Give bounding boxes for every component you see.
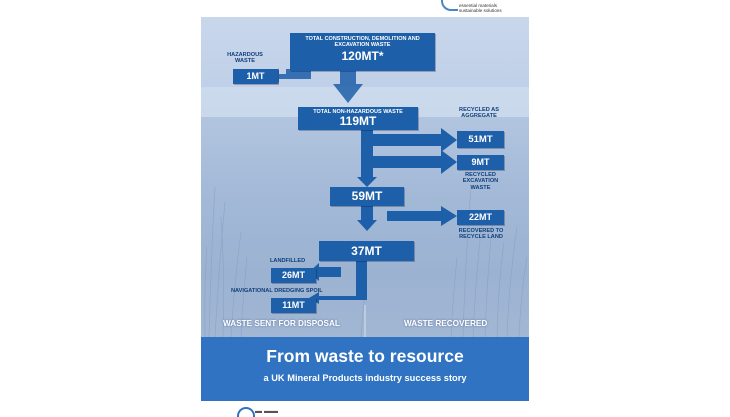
recycled-excavation-label: RECYCLED EXCAVATION WASTE bbox=[462, 172, 499, 191]
waste-sent-for-disposal-label: WASTE SENT FOR DISPOSAL bbox=[223, 319, 340, 328]
recycled-excavation-box bbox=[457, 155, 504, 170]
banner-title: From waste to resource bbox=[266, 346, 464, 366]
hazardous-value: 1MT bbox=[246, 71, 265, 81]
non-hazardous-box bbox=[298, 107, 418, 130]
remaining-59-box bbox=[330, 187, 404, 206]
remaining-59-value: 59MT bbox=[351, 189, 383, 203]
dredging-value: 11MT bbox=[282, 300, 305, 310]
logo-tagline-2: sustainable solutions bbox=[459, 8, 502, 13]
bottom-logo bbox=[237, 405, 337, 417]
poster bbox=[201, 0, 529, 417]
recovered-land-box bbox=[457, 210, 504, 225]
arrow-to-aggregate bbox=[373, 128, 457, 152]
arrow-to-recovered-land bbox=[387, 206, 457, 226]
recycled-aggregate-label: RECYCLED AS AGGREGATE bbox=[459, 107, 499, 120]
dredging-label: NAVIGATIONAL DREDGING SPOIL bbox=[231, 288, 323, 294]
banner-subtitle: a UK Mineral Products industry success story bbox=[263, 373, 467, 383]
recycled-aggregate-value: 51MT bbox=[468, 134, 493, 145]
dredging-box bbox=[271, 298, 316, 313]
remaining-37-box bbox=[319, 241, 414, 261]
total-waste-label: TOTAL CONSTRUCTION, DEMOLITION AND EXCAVATION WASTE bbox=[305, 36, 420, 48]
landfilled-box bbox=[271, 268, 316, 283]
recycled-aggregate-box bbox=[457, 131, 504, 148]
recycled-excavation-value: 9MT bbox=[471, 157, 490, 167]
hazardous-box bbox=[233, 69, 278, 84]
non-hazardous-label: TOTAL NON-HAZARDOUS WASTE bbox=[313, 109, 403, 115]
bottom-logo-text: ▬ ▬▬ bbox=[255, 408, 278, 415]
total-waste-box bbox=[290, 33, 435, 71]
total-waste-value: 120MT* bbox=[341, 49, 384, 63]
remaining-37-value: 37MT bbox=[351, 244, 382, 258]
bottom-logo-swirl-icon bbox=[237, 407, 255, 417]
arrow-59-to-37 bbox=[357, 206, 377, 231]
landfilled-label: LANDFILLED bbox=[270, 258, 306, 264]
logo-tagline-1: essential materials bbox=[459, 3, 498, 8]
arrow-to-excavation bbox=[373, 150, 457, 174]
non-hazardous-value: 119MT bbox=[339, 114, 377, 128]
recovered-land-label: RECOVERED TO RECYCLE LAND bbox=[458, 228, 504, 241]
landfilled-value: 26MT bbox=[281, 270, 305, 280]
recovered-land-value: 22MT bbox=[468, 212, 492, 222]
title-banner bbox=[201, 337, 529, 401]
hazardous-label: HAZARDOUS WASTE bbox=[227, 52, 263, 65]
waste-recovered-label: WASTE RECOVERED bbox=[404, 319, 488, 328]
